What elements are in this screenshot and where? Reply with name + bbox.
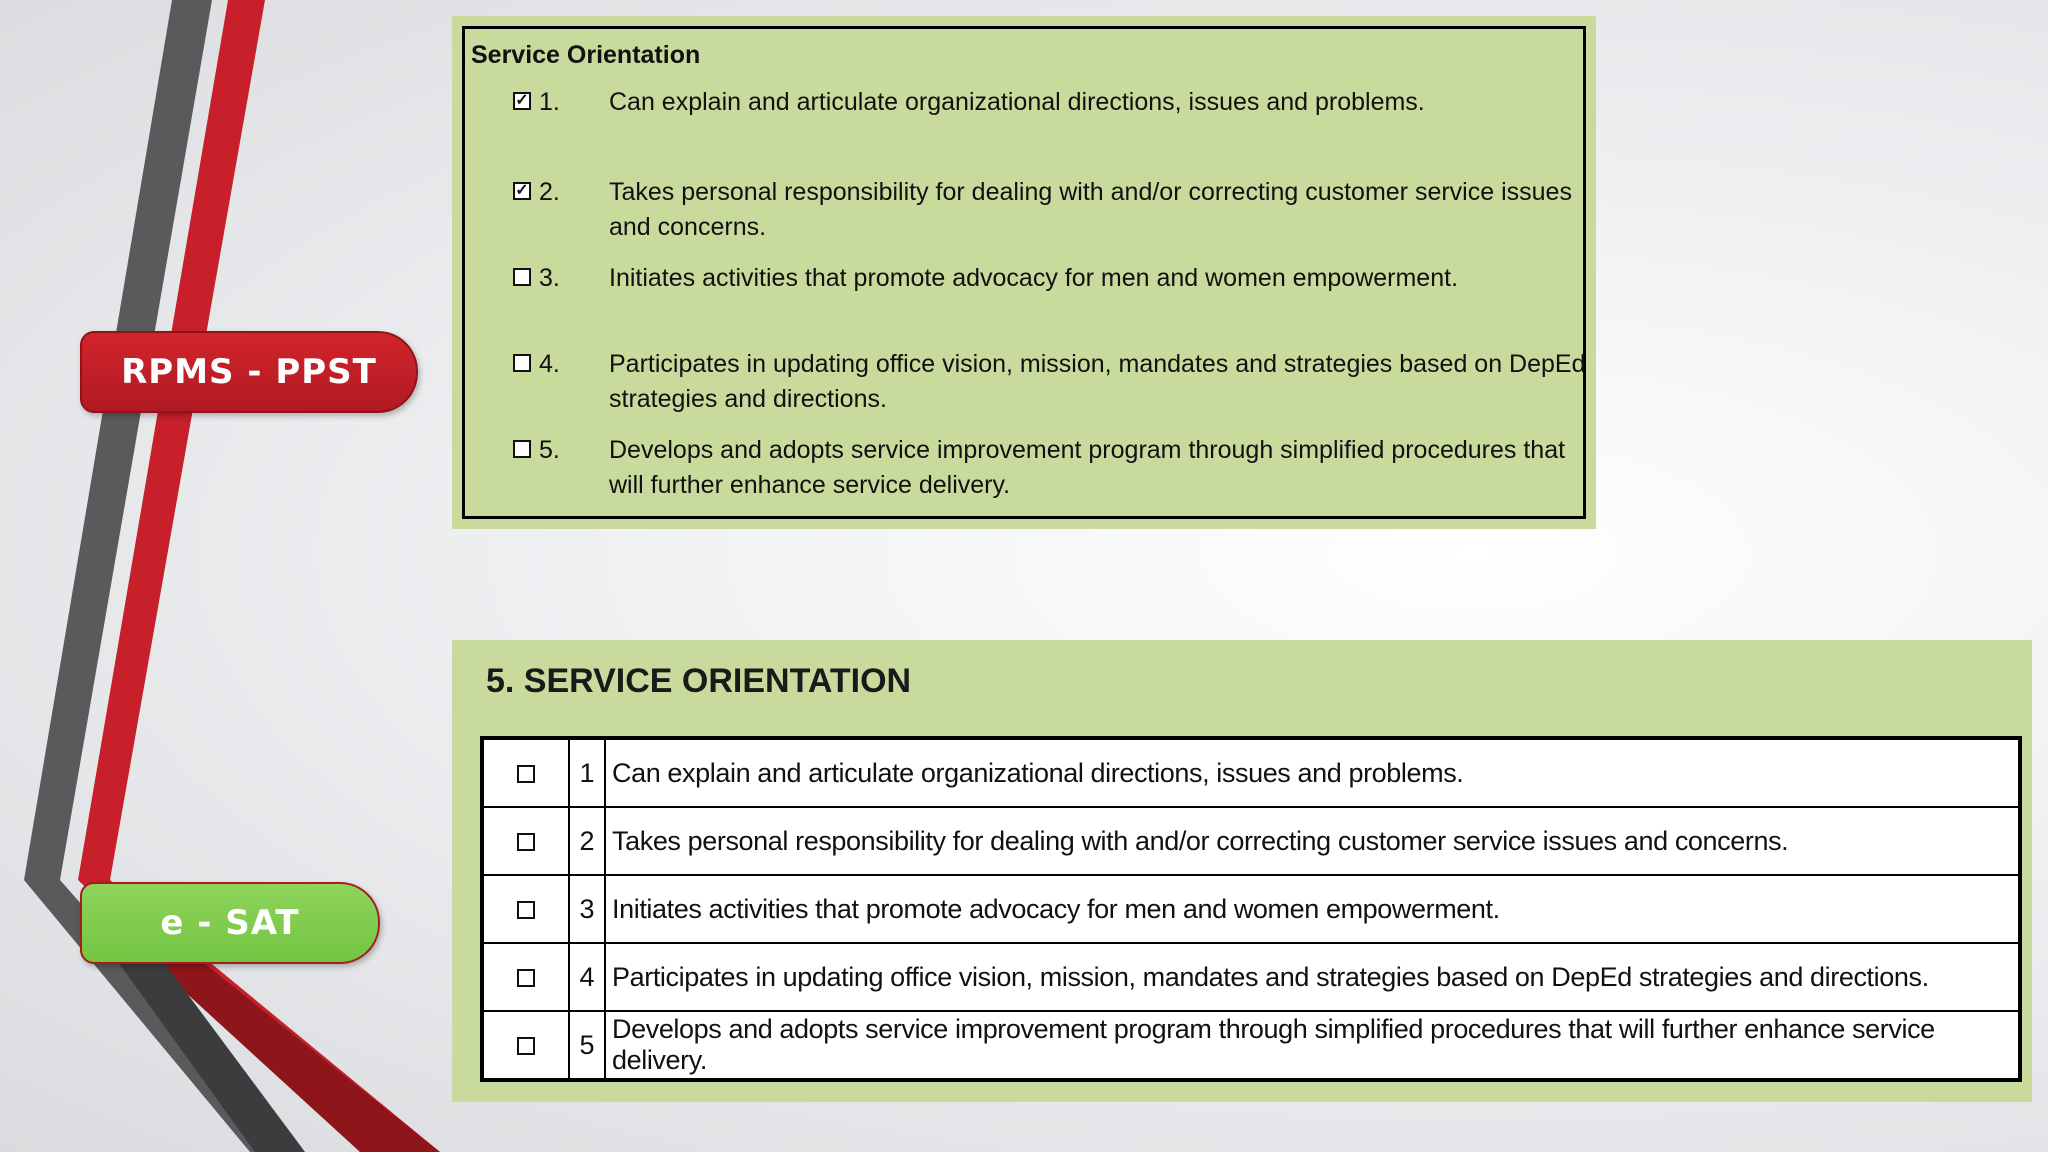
item-text: Takes personal responsibility for dealing with and/or correcting customer service issues and concerns. <box>609 178 1572 241</box>
checkbox[interactable] <box>517 969 535 987</box>
row-text: Takes personal responsibility for dealing with and/or correcting customer service issues and concerns. <box>605 807 2020 875</box>
item-text: Can explain and articulate organizational directions, issues and problems. <box>609 88 1425 116</box>
table-row <box>482 943 2020 1011</box>
checkbox[interactable]: ✓ <box>513 182 531 200</box>
item-number: 5. <box>539 436 560 464</box>
item-number: 4. <box>539 350 560 378</box>
table-row <box>482 875 2020 943</box>
row-number: 4 <box>569 943 605 1011</box>
row-text: Develops and adopts service improvement program through simplified procedures that will further enhance service delivery. <box>605 1011 2020 1080</box>
rpms-panel-frame <box>462 26 1586 519</box>
row-number: 1 <box>569 738 605 807</box>
esat-tag: e - SAT <box>80 882 380 964</box>
checkbox[interactable]: ✓ <box>513 92 531 110</box>
checkbox-cell <box>482 1011 569 1080</box>
row-number: 2 <box>569 807 605 875</box>
checkbox-cell <box>482 738 569 807</box>
indicator-table <box>480 736 2022 1082</box>
checkbox[interactable] <box>517 1037 535 1055</box>
item-number: 3. <box>539 264 560 292</box>
esat-service-orientation-panel <box>452 640 2032 1102</box>
panel-title: Service Orientation <box>471 41 701 69</box>
checkbox[interactable] <box>517 901 535 919</box>
checkbox[interactable] <box>517 833 535 851</box>
item-text: Initiates activities that promote advocacy for men and women empowerment. <box>609 264 1459 292</box>
item-number: 2. <box>539 178 560 206</box>
item-number: 1. <box>539 88 560 116</box>
table-row <box>482 1011 2020 1080</box>
checkbox[interactable] <box>517 765 535 783</box>
table-row <box>482 738 2020 807</box>
checkbox[interactable] <box>513 440 531 458</box>
table-row <box>482 807 2020 875</box>
item-text: Participates in updating office vision, mission, mandates and strategies based on DepEd strategies and directions. <box>609 350 1586 413</box>
row-text: Initiates activities that promote advocacy for men and women empowerment. <box>605 875 2020 943</box>
rpms-service-orientation-panel <box>452 16 1596 529</box>
row-number: 5 <box>569 1011 605 1080</box>
checkbox-cell <box>482 807 569 875</box>
row-text: Can explain and articulate organizational directions, issues and problems. <box>605 738 2020 807</box>
item-text: Develops and adopts service improvement program through simplified procedures that will further enhance service delivery. <box>609 436 1566 499</box>
rpms-ppst-tag: RPMS - PPST <box>80 331 418 413</box>
checkbox[interactable] <box>513 268 531 286</box>
row-number: 3 <box>569 875 605 943</box>
checkbox-cell <box>482 943 569 1011</box>
panel-title: 5. SERVICE ORIENTATION <box>486 662 912 700</box>
checkbox-cell <box>482 875 569 943</box>
row-text: Participates in updating office vision, mission, mandates and strategies based on DepEd strategies and directions. <box>605 943 2020 1011</box>
checkbox[interactable] <box>513 354 531 372</box>
